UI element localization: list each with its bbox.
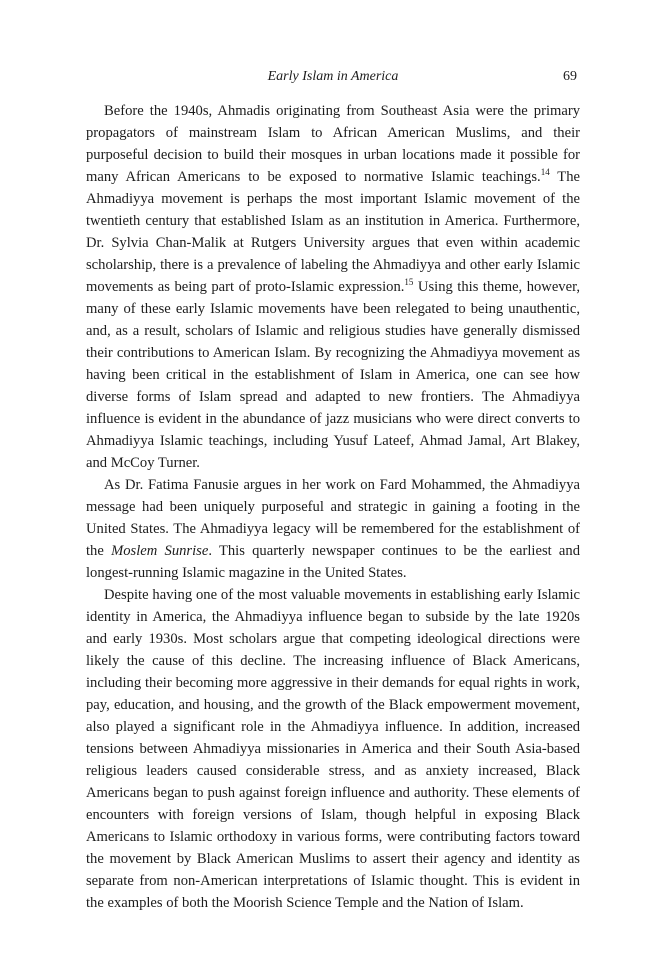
paragraph-text: Despite having one of the most valuable movements in establishing early Islamic identity in America, the Ahmadiyya influence began to subside by the late 1920s and early 1930s. Most scholars argue that competing ideological directions were likely the cause of this decline. The increasing influence of Black Americans, including their becoming more aggressive in their demands for equal rights in work, pay, education, and housing, and the growth of the Black empowerment movement, also played a significant role in the Ahmadiyya influence. In addition, increased tensions between Ahmadiyya missionaries in America and their South Asia-based religious leaders caused considerable stress, and as anxiety increased, Black Americans began to push against foreign influence and authority. These elements of encounters with foreign versions of Islam, though helpful in exposing Black Americans to Islamic orthodoxy in various forms, were contributing factors toward the movement by Black American Muslims to assert their agency and identity as separate from non-American interpretations of Islamic thought. This is evident in the examples of both the Moorish Science Temple and the Nation of Islam. <box>86 587 580 911</box>
paragraph-text: Using this theme, however, many of these early Islamic movements have been relegated to being unauthentic, and, as a result, scholars of Islamic and religious studies have generally dismissed their contributions to American Islam. By recognizing the Ahmadiyya movement as having been critical in the establishment of Islam in America, one can see how diverse forms of Islam spread and adapted to new frontiers. The Ahmadiyya influence is evident in the abundance of jazz musicians who were direct converts to Ahmadiyya Islamic teachings, including Yusuf Lateef, Ahmad Jamal, Art Blakey, and McCoy Turner. <box>86 279 581 471</box>
paragraph-1 <box>86 100 580 474</box>
paragraph-text: Before the 1940s, Ahmadis originating from Southeast Asia were the primary propagators of mainstream Islam to African American Muslims, and their purposeful decision to build their mosques in urban locations made it possible for many African Americans to be exposed to normative Islamic teachings. <box>86 103 580 185</box>
body-text <box>86 100 580 914</box>
paragraph-text: . This quarterly newspaper continues to be the earliest and longest-running Islamic magazine in the United States. <box>86 543 580 581</box>
publication-title: Moslem Sunrise <box>111 543 209 559</box>
footnote-reference-14: 14 <box>540 167 550 177</box>
footnote-reference-15: 15 <box>404 277 414 287</box>
paragraph-text: The Ahmadiyya movement is perhaps the most important Islamic movement of the twentieth century that established Islam as an institution in America. Furthermore, Dr. Sylvia Chan-Malik at Rutgers University argues that even within academic scholarship, there is a prevalence of labeling the Ahmadiyya and other early Islamic movements as being part of proto-Islamic expression. <box>86 169 580 295</box>
running-header <box>86 66 580 88</box>
page-number: 69 <box>563 69 577 84</box>
paragraph-text: As Dr. Fatima Fanusie argues in her work on Fard Mohammed, the Ahmadiyya message had been uniquely purposeful and strategic in gaining a footing in the United States. The Ahmadiyya legacy will be remembered for the establishment of the <box>86 477 580 559</box>
running-title: Early Islam in America <box>267 69 399 84</box>
paragraph-2 <box>86 474 580 584</box>
paragraph-3 <box>86 584 580 914</box>
